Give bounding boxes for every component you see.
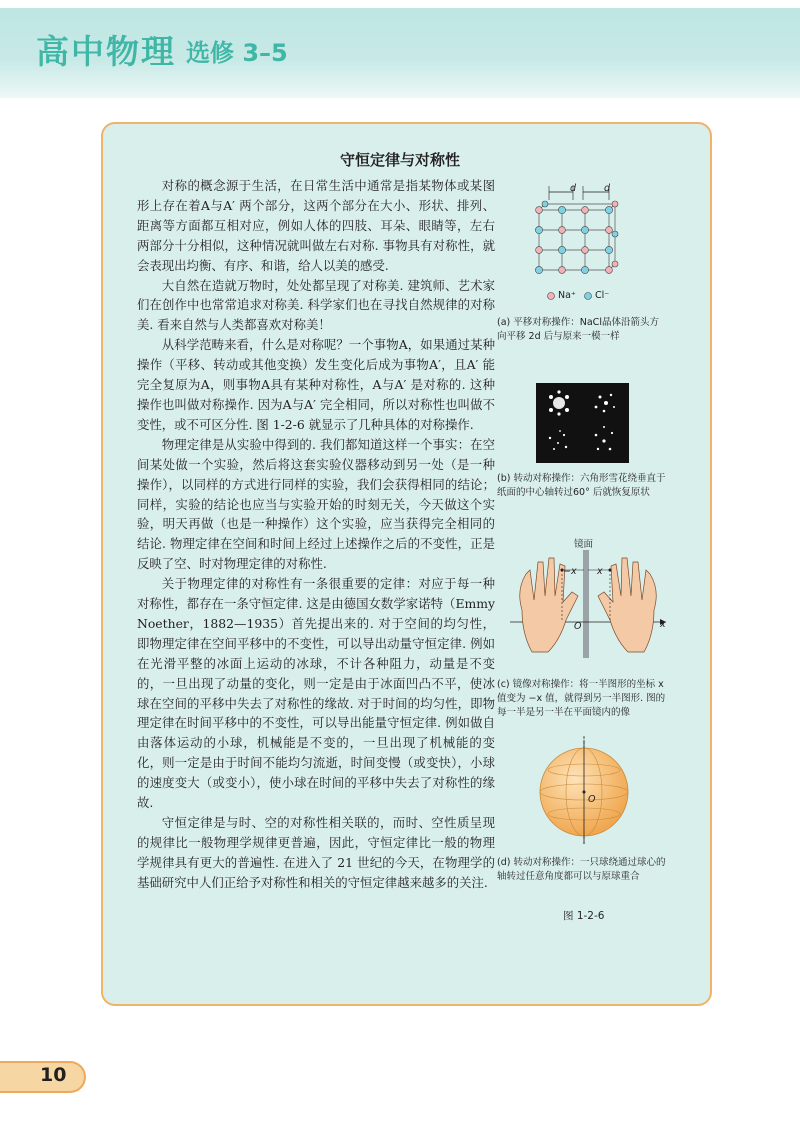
origin-label: O	[574, 621, 582, 632]
paragraph: 从科学范畴来看，什么是对称呢？一个事物A，如果通过某种操作（平移、转动或其他变换）发生变化后成为事物A′，且A′ 能完全复原为A，则事物A具有某种对称性，A与A′ 是对称的. 这种操作也叫做对称操作. 因为A与A′ 完全相同，所以对称性也叫做不变性，或不可区分性. 图 1-2-6 就显示了几种具体的对称操作.	[137, 337, 495, 432]
d-label-left: d	[570, 183, 577, 194]
page-header	[0, 0, 800, 98]
paragraph: 对称的概念源于生活，在日常生活中通常是指某物体或某图形上存在着A与A′ 两个部分，这两个部分在大小、形状、排列、距离等方面都互相对应，例如人体的四肢、耳朵、眼睛等，左右两部分十分相似，这种情况就叫做左右对称. 事物具有对称性，就会表现出均衡、有序、和谐，给人以美的感受.	[137, 178, 495, 273]
figure-d-caption: (d) 转动对称操作：一只球绕通过球心的轴转过任意角度都可以与原球重合	[497, 857, 666, 882]
sphere-center-label: O	[588, 794, 596, 805]
paragraph: 物理定律是从实验中得到的. 我们都知道这样一个事实：在空间某处做一个实验，然后将这套实验仪器移动到另一处（是一种操作），以同样的方式进行同样的实验，我们会获得相同的结论；同样，实验的结论也应当与实验开始的时刻无关，今天做这个实验，明天再做（也是一种操作）这个实验，应当获得完全相同的结论. 物理定律在空间和时间上经过上述操作之后的不变性，正是反映了空、时对物理定律的对称性.	[137, 436, 495, 572]
book-title: 高中物理	[36, 32, 176, 71]
pos-x-label: x	[597, 566, 603, 577]
neg-x-label: −x	[563, 566, 577, 577]
figure-c-caption: (c) 镜像对称操作：将一半图形的坐标 x 值变为 −x 值，就得到另一半图形. 图的每一半是另一半在平面镜内的像	[497, 679, 666, 718]
figure-a-caption: (a) 平移对称操作：NaCl晶体沿箭头方向平移 2d 后与原来一模一样	[497, 317, 659, 342]
paragraph: 守恒定律是与时、空的对称性相关联的，而时、空性质呈现的规律比一般物理学规律更普遍，因此，守恒定律比一般的物理学规律具有更大的普遍性. 在进入了 21 世纪的今天，在物理学的基础研究中人们正给予对称性和相关的守恒定律越来越多的关注.	[137, 815, 495, 890]
figure-b-caption: (b) 转动对称操作：六角形雪花绕垂直于纸面的中心轴转过60° 后就恢复原状	[497, 473, 666, 498]
page-number: 10	[40, 1064, 67, 1086]
na-legend-label: Na⁺	[558, 290, 576, 301]
article-title: 守恒定律与对称性	[340, 151, 461, 169]
x-axis-label: x	[660, 619, 666, 630]
mirror-label: 镜面	[574, 539, 594, 550]
cl-legend-label: Cl⁻	[595, 290, 610, 301]
d-label-right: d	[604, 183, 611, 194]
na-legend-icon	[548, 293, 555, 300]
cl-legend-icon	[585, 293, 592, 300]
sphere-figure	[536, 736, 632, 844]
paragraph: 大自然在造就万物时，处处都呈现了对称美. 建筑师、艺术家们在创作中也常常追求对称美. 科学家们也在寻找自然规律的对称美. 看来自然与人类都喜欢对称美！	[137, 277, 495, 333]
book-subtitle: 选修 3–5	[186, 39, 288, 67]
article-body	[137, 176, 495, 893]
snowflake-figure	[536, 383, 629, 463]
hands-mirror-figure	[508, 540, 672, 660]
figure-number: 图 1-2-6	[563, 910, 605, 922]
paragraph: 关于物理定律的对称性有一条很重要的定律：对应于每一种对称性，都存在一条守恒定律. 这是由德国女数学家诺特（Emmy Noether，1882—1935）首先提出来的. 对于空间的均匀性，即物理定律在空间平移中的不变性，可以导出动量守恒定律. 例如在光滑平整的冰面上运动的冰球，不计各种阻力，动量是不变的，一旦出现了动量的变化，则一定是由于冰面凹凸不平，使冰球在空间的平移中失去了对称性的缘故. 对于时间的均匀性，即物理定律在时间平移中的不变性，可以导出能量守恒定律. 例如做自由落体运动的小球，机械能是不变的，一旦出现了机械能的变化，则一定是由于时间不能均匀流逝，时间变慢（或变快），小球的速度变大（或变小），使小球在时间的平移中失去了对称性的缘故.	[137, 576, 495, 811]
